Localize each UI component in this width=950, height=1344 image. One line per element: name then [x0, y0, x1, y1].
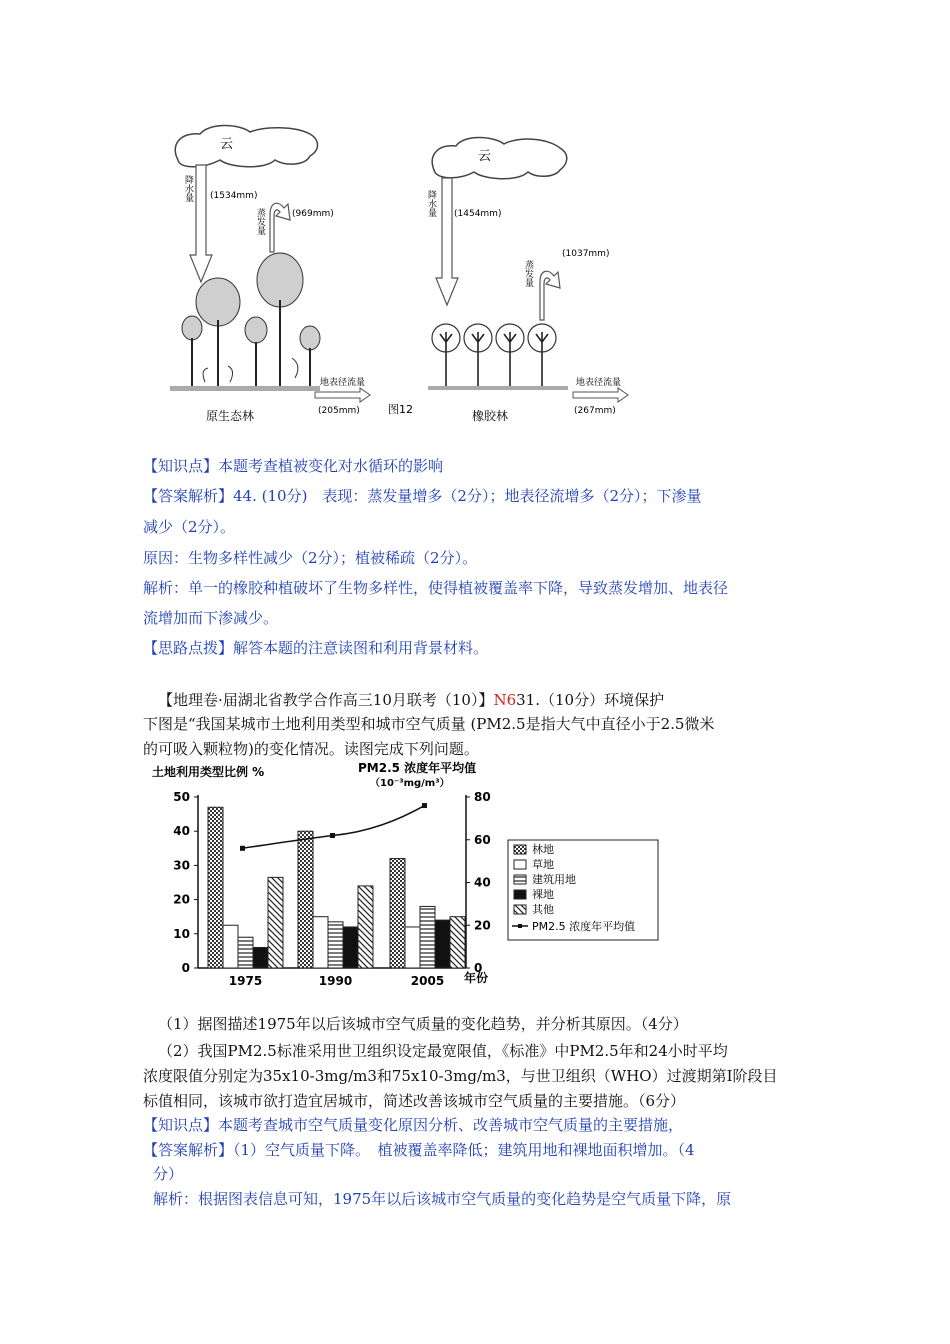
chart-right-tick-label: 80: [474, 790, 491, 804]
right-precip-arrow: [436, 178, 458, 305]
q44-reason: 原因：生物多样性减少（2分）；植被稀疏（2分）。: [143, 549, 478, 567]
bar-grass: [405, 927, 420, 968]
land-use-pm25-chart: [148, 760, 688, 990]
bar-build: [238, 937, 253, 968]
chart-ylabel-left: 土地利用类型比例 %: [152, 765, 265, 779]
left-precip-value: (1534mm): [210, 191, 258, 201]
chart-x-tick-label: 1990: [318, 974, 353, 988]
chart-x-tick-label: 2005: [410, 974, 445, 988]
right-runoff-arrow: [573, 388, 628, 402]
q44-answer-line1: 【答案解析】44. (10分) 表现：蒸发量增多（2分）；地表径流增多（2分）；下渗量: [143, 487, 702, 505]
tree-crown: [245, 317, 267, 343]
tree-crown: [196, 278, 240, 326]
right-runoff-value: (267mm): [574, 406, 616, 416]
bar-other: [268, 877, 283, 968]
bar-forest: [390, 859, 405, 968]
pm25-line: [243, 806, 425, 849]
right-ground: [428, 386, 568, 390]
bar-other: [450, 917, 465, 968]
right-caption: 橡胶林: [472, 409, 509, 423]
chart-left-tick-label: 50: [173, 790, 190, 804]
q31-question2-line3: 标值相同，该城市欲打造宜居城市，简述改善该城市空气质量的主要措施。（6分）: [143, 1092, 686, 1110]
right-precip-label: 降水量: [426, 190, 436, 217]
bar-build: [420, 906, 435, 968]
q44-answer-line2: 减少（2分）。: [143, 518, 236, 536]
legend-bare: 裸地: [532, 888, 554, 901]
chart-legend: [508, 840, 658, 940]
right-cloud-label: 云: [478, 149, 492, 164]
right-evap-value: (1037mm): [562, 249, 610, 259]
q31-header: [158, 689, 664, 710]
q31-question2-line1: （2）我国PM2.5标准采用世卫组织设定最宽限值，《标准》中PM2.5年和24小时平均: [158, 1042, 728, 1060]
bar-bare: [435, 920, 450, 968]
pm25-point: [422, 803, 427, 808]
legend-grass: 草地: [532, 858, 554, 871]
left-runoff-value: (205mm): [318, 406, 360, 416]
bar-bare: [253, 947, 268, 968]
left-evap-value: (969mm): [292, 209, 334, 219]
right-precip-value: (1454mm): [454, 209, 502, 219]
left-precip-label: 降水量: [183, 175, 193, 202]
bar-build: [328, 922, 343, 968]
right-runoff-label: 地表径流量: [576, 378, 622, 388]
q31-source: 【地理卷·届湖北省教学合作高三10月联考（10）】: [158, 691, 494, 709]
right-evap-label: 蒸发量: [523, 260, 533, 287]
legend-swatch-grass: [514, 860, 526, 869]
chart-right-tick-label: 0: [474, 961, 483, 975]
chart-right-tick-label: 60: [474, 832, 491, 847]
q31-question1: （1）据图描述1975年以后该城市空气质量的变化趋势，并分析其原因。（4分）: [158, 1015, 688, 1033]
left-cloud: [175, 126, 317, 167]
tree-crown: [300, 326, 320, 350]
left-caption: 原生态林: [206, 409, 255, 423]
chart-left-tick-label: 0: [181, 961, 190, 975]
figure-number: 图12: [388, 403, 413, 416]
figure-12: [170, 120, 640, 430]
chart-left-tick-label: 40: [173, 824, 190, 839]
chart-x-tick-label: 1975: [228, 974, 263, 988]
bar-grass: [313, 917, 328, 968]
q31-knowledge: 【知识点】本题考查城市空气质量变化原因分析、改善城市空气质量的主要措施，: [143, 1116, 684, 1134]
q44-knowledge: 【知识点】本题考查植被变化对水循环的影响: [143, 457, 444, 475]
tree-crown: [257, 253, 303, 307]
q31-answer-line2: 分）: [153, 1165, 184, 1183]
right-cloud: [432, 138, 567, 179]
q31-intro-line1: 下图是“我国某城市土地利用类型和城市空气质量 (PM2.5是指大气中直径小于2.5微米: [143, 715, 715, 733]
q44-analysis-line1: 解析：单一的橡胶种植破坏了生物多样性，使得植被覆盖率下降，导致蒸发增加、地表径: [143, 579, 729, 597]
bar-grass: [223, 925, 238, 968]
bar-bare: [343, 927, 358, 968]
chart-left-tick-label: 30: [173, 858, 190, 873]
legend-swatch-bare: [514, 890, 526, 899]
chart-ylabel-right-1: PM2.5 浓度年平均值: [358, 761, 477, 775]
q44-analysis-line2: 流增加而下渗减少。: [143, 609, 279, 627]
right-panel: [426, 138, 628, 424]
chart-xlabel: 年份: [464, 971, 489, 985]
bar-forest: [208, 807, 223, 968]
left-cloud-label: 云: [220, 137, 234, 152]
q31-analysis-line1: 解析：根据图表信息可知，1975年以后该城市空气质量的变化趋势是空气质量下降，原: [153, 1190, 732, 1208]
left-runoff-label: 地表径流量: [320, 378, 366, 388]
left-runoff-arrow: [315, 388, 370, 402]
left-evap-arrow: [270, 203, 290, 252]
left-precip-arrow: [190, 165, 212, 282]
right-evap-arrow: [540, 271, 560, 320]
q31-intro-line2: 的可吸入颗粒物)的变化情况。读图完成下列问题。: [143, 740, 479, 758]
legend-swatch-build: [514, 875, 526, 884]
legend-pm25: PM2.5 浓度年平均值: [532, 920, 636, 933]
left-ground: [170, 386, 320, 391]
legend-swatch-forest: [514, 845, 526, 854]
q31-answer-line1: 【答案解析】（1）空气质量下降。 植被覆盖率降低；建筑用地和裸地面积增加。（4: [143, 1141, 695, 1159]
pm25-point: [330, 833, 335, 838]
left-evap-label: 蒸发量: [255, 208, 265, 235]
tree-crown: [182, 316, 202, 340]
bar-forest: [298, 831, 313, 968]
legend-forest: 林地: [532, 843, 554, 856]
legend-other: 其他: [532, 903, 554, 916]
chart-right-tick-label: 20: [474, 918, 491, 933]
chart-left-tick-label: 20: [173, 892, 190, 907]
chart-ylabel-right-2: （10⁻³mg/m³）: [370, 778, 450, 789]
legend-build: 建筑用地: [532, 873, 576, 886]
q44-hint: 【思路点拨】解答本题的注意读图和利用背景材料。: [143, 639, 489, 657]
q31-title: 31.（10分）环境保护: [516, 691, 665, 709]
chart-right-tick-label: 40: [474, 875, 491, 890]
left-panel: [170, 126, 413, 424]
bar-other: [358, 886, 373, 968]
pm25-point: [240, 846, 245, 851]
q31-code: N6: [493, 691, 517, 709]
legend-swatch-other: [514, 905, 526, 914]
chart-left-tick-label: 10: [173, 926, 190, 941]
q31-question2-line2: 浓度限值分别定为35x10-3mg/m3和75x10-3mg/m3，与世卫组织（WHO）过渡期第Ⅰ阶段目: [143, 1067, 778, 1085]
